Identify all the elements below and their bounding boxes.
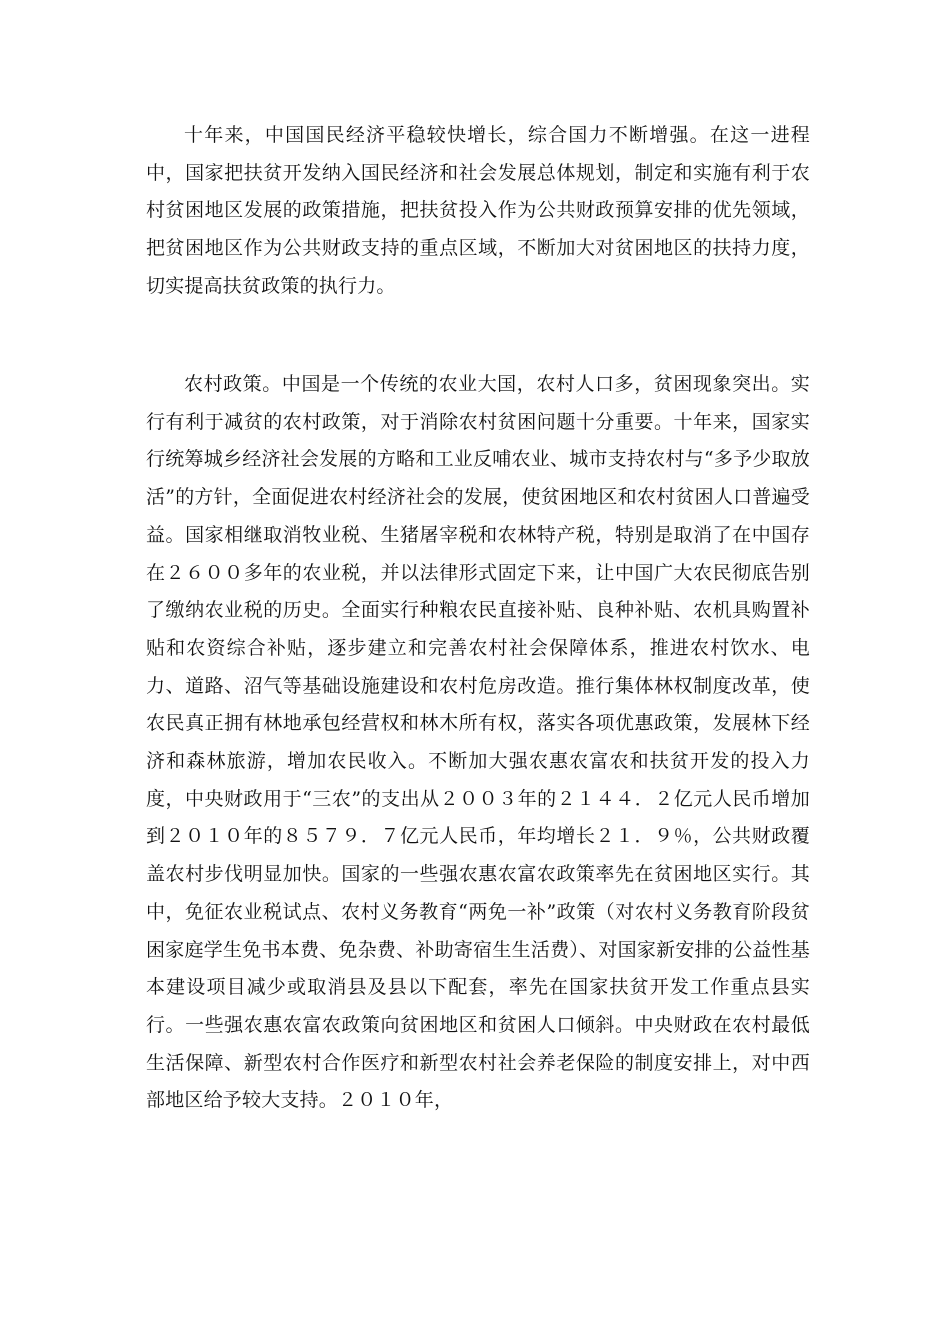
- paragraph-overall-development: 十年来，中国国民经济平稳较快增长，综合国力不断增强。在这一进程中，国家把扶贫开发纳入国民经济和社会发展总体规划，制定和实施有利于农村贫困地区发展的政策措施，把扶贫投入作为公共财政预算安排的优先领域，把贫困地区作为公共财政支持的重点区域，不断加大对贫困地区的扶持力度，切实提高扶贫政策的执行力。: [146, 124, 810, 297]
- paragraph-rural-policy: 农村政策。中国是一个传统的农业大国，农村人口多，贫困现象突出。实行有利于减贫的农村政策，对于消除农村贫困问题十分重要。十年来，国家实行统筹城乡经济社会发展的方略和工业反哺农业、城市支持农村与“多予少取放活”的方针，全面促进农村经济社会的发展，使贫困地区和农村贫困人口普遍受益。国家相继取消牧业税、生猪屠宰税和农林特产税，特别是取消了在中国存在２６００多年的农业税，并以法律形式固定下来，让中国广大农民彻底告别了缴纳农业税的历史。全面实行种粮农民直接补贴、良种补贴、农机具购置补贴和农资综合补贴，逐步建立和完善农村社会保障体系，推进农村饮水、电力、道路、沼气等基础设施建设和农村危房改造。推行集体林权制度改革，使农民真正拥有林地承包经营权和林木所有权，落实各项优惠政策，发展林下经济和森林旅游，增加农民收入。不断加大强农惠农富农和扶贫开发的投入力度，中央财政用于“三农”的支出从２００３年的２１４４．２亿元人民币增加到２０１０年的８５７９．７亿元人民币，年均增长２１．９％，公共财政覆盖农村步伐明显加快。国家的一些强农惠农富农政策率先在贫困地区实行。其中，免征农业税试点、农村义务教育“两免一补”政策（对农村义务教育阶段贫困家庭学生免书本费、免杂费、补助寄宿生生活费）、对国家新安排的公益性基本建设项目减少或取消县及县以下配套，率先在国家扶贫开发工作重点县实行。一些强农惠农富农政策向贫困地区和贫困人口倾斜。中央财政在农村最低生活保障、新型农村合作医疗和新型农村社会养老保险的制度安排上，对中西部地区给予较大支持。２０１０年，: [146, 373, 810, 1112]
